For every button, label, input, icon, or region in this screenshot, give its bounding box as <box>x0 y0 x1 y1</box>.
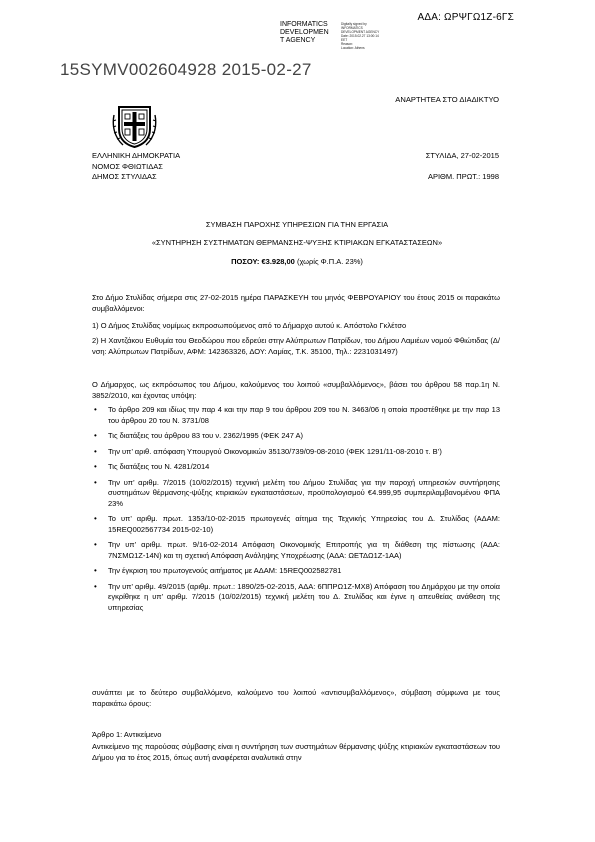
signature-line: T AGENCY <box>280 37 316 44</box>
state-emblem-icon <box>111 103 158 149</box>
prefecture-line: ΝΟΜΟΣ ΦΘΙΩΤΙΔΑΣ <box>92 161 163 171</box>
intro-paragraph: Στο Δήμο Στυλίδας σήμερα στις 27-02-2015 ημέρα ΠΑΡΑΣΚΕΥΗ του μηνός ΦΕΒΡΟΥΑΡΙΟΥ του έτους 2015 οι παρακάτω συμβαλλόμενοι: <box>92 293 500 313</box>
signature-detail-line: Location: Athens <box>341 46 365 50</box>
signature-details <box>341 22 411 50</box>
posting-note: ΑΝΑΡΤΗΤΕΑ ΣΤΟ ΔΙΑΔΙΚΤΥΟ <box>395 95 499 104</box>
contract-subject: «ΣΥΝΤΗΡΗΣΗ ΣΥΣΤΗΜΑΤΩΝ ΘΕΡΜΑΝΣΗΣ-ΨΥΞΗΣ ΚΤΙΡΙΑΚΩΝ ΕΓΚΑΤΑΣΤΑΣΕΩΝ» <box>151 238 443 247</box>
article-1-heading: Άρθρο 1: Αντικείμενο <box>92 730 162 739</box>
list-item: • Το άρθρο 209 και ιδίως την παρ 4 και την παρ 9 του άρθρου 209 του Ν. 3463/06 η οποία προστέθηκε με την παρ 13 του άρθρου 20 του Ν. 3731/08 <box>92 405 500 426</box>
list-item: • Το υπ’ αριθμ. πρωτ. 1353/10-02-2015 πρωτογενές αίτημα της Τεχνικής Υπηρεσίας του Δ. Στυλίδας (ΑΔΑΜ: 15REQ002567734 2015-02-10) <box>92 514 500 535</box>
considerations-list <box>92 405 500 618</box>
ada-code: ΑΔΑ: ΩΡΨΓΩ1Ζ-6ΓΣ <box>417 12 514 23</box>
municipality-line: ΔΗΜΟΣ ΣΤΥΛΙΔΑΣ <box>92 172 157 181</box>
protocol-number: ΑΡΙΘΜ. ΠΡΩΤ.: 1998 <box>427 172 499 181</box>
signature-detail-line: Digitally signed by <box>341 22 367 26</box>
amount-vat-note: (χωρίς Φ.Π.Α. 23%) <box>294 257 363 266</box>
list-item: • Την υπ’ αριθμ. 7/2015 (10/02/2015) τεχνική μελέτη του Δήμου Στυλίδας για την παροχή υπηρεσιών συντήρησης συστημάτων θέρμανσης-ψύξης κτιριακών εγκαταστάσεων, προϋπολογισμού €4.999,95 συμπεριλαμβανομένου ΦΠΑ 23% <box>92 478 500 510</box>
list-item: • Τις διατάξεις του Ν. 4281/2014 <box>92 462 500 473</box>
registration-stamp: 15SYMV002604928 2015-02-27 <box>60 60 312 79</box>
list-item: • Την υπ’ αριθμ. 49/2015 (αριθμ. πρωτ.: 1890/25-02-2015, ΑΔΑ: 6ΠΠΡΩ1Ζ-ΜΧ8) Απόφαση του Δημάρχου με την οποία εγκρίθηκε η υπ’ αριθμ. 7/2015 (10/02/2015) τεχνική μελέτη του Δ. Στυλίδας και έγινε η απευθείας ανάθεση της υπηρεσίας <box>92 582 500 614</box>
issuer-block <box>92 151 180 183</box>
article-1-text: Αντικείμενο της παρούσας σύμβασης είναι η συντήρηση των συστημάτων θέρμανσης ψύξης κτιριακών εγκαταστάσεων του Δήμου για το έτος 2015, όπως αυτή αναφέρεται αναλυτικά στην <box>92 742 500 762</box>
party-1: 1) Ο Δήμος Στυλίδας νομίμως εκπροσωπούμενος από το Δήμαρχο αυτού κ. Απόστολο Γκλέτσο <box>92 321 407 330</box>
party-2: 2) Η Χαντζάκου Ευθυμία του Θεοδώρου που εδρεύει στην Αλύπρωτων Πατρίδων, του Δήμου Λαμιέων νομού Φθιώτιδας (Δ/νση: Αλύπρωτων Πατρίδων, ΑΦΜ: 142363326, ΔΟΥ: Λαμίας, Τ.Κ. 35100, Τηλ.: 2231031497) <box>92 336 500 356</box>
signature-detail-line: DEVELOPMENT AGENCY <box>341 30 380 34</box>
mayor-paragraph: Ο Δήμαρχος, ως εκπρόσωπος του Δήμου, καλούμενος του λοιπού «συμβαλλόμενος», βάσει του άρθρου 58 παρ.1η Ν. 3852/2010, και έχοντας υπόψη: <box>92 380 500 400</box>
country-line: ΕΛΛΗΝΙΚΗ ΔΗΜΟΚΡΑΤΙΑ <box>92 151 181 160</box>
signature-detail-line: EET <box>341 38 348 42</box>
signature-detail-line: INFORMATICS <box>341 26 363 30</box>
signature-line: INFORMATICS <box>280 21 328 28</box>
list-item: • Την υπ’ αριθμ. πρωτ. 9/16-02-2014 Απόφαση Οικονομικής Επιτροπής για τη διάθεση της πίστωσης (ΑΔΑ: 7ΝΣΜΩ1Ζ-14Ν) και τη σχετική Απόφαση Ανάληψης Υποχρέωσης (ΑΔΑ: ΩΕΤΔΩ1Ζ-1ΑΑ) <box>92 540 500 561</box>
amount-label: ΠΟΣΟΥ: <box>231 257 262 266</box>
concluding-paragraph: συνάπτει με το δεύτερο συμβαλλόμενο, καλούμενο του λοιπού «αντισυμβαλλόμενος», σύμβαση σύμφωνα με τους παρακάτω όρους: <box>92 688 500 708</box>
contract-title: ΣΥΜΒΑΣΗ ΠΑΡΟΧΗΣ ΥΠΗΡΕΣΙΩΝ ΓΙΑ ΤΗΝ ΕΡΓΑΣΙΑ <box>205 220 389 229</box>
list-item: • Την έγκριση του πρωτογενούς αιτήματος με ΑΔΑΜ: 15REQ002582781 <box>92 566 500 577</box>
amount-value: €3.928,00 <box>261 257 295 266</box>
signature-detail-line: Date: 2015.02.27 13:00:14 <box>341 34 379 38</box>
contract-amount <box>92 257 502 266</box>
list-item: • Την υπ’ αριθ. απόφαση Υπουργού Οικονομικών 35130/739/09-08-2010 (ΦΕΚ 1291/11-08-2010 τ. Β’) <box>92 447 500 458</box>
list-item: • Τις διατάξεις του άρθρου 83 του ν. 2362/1995 (ΦΕΚ 247 Α) <box>92 431 500 442</box>
signature-line: DEVELOPMEN <box>280 29 329 36</box>
signature-detail-line: Reason: <box>341 42 353 46</box>
place-date: ΣΤΥΛΙΔΑ, 27-02-2015 <box>425 151 499 160</box>
signature-signer-name <box>280 21 338 45</box>
document-meta <box>426 151 499 183</box>
